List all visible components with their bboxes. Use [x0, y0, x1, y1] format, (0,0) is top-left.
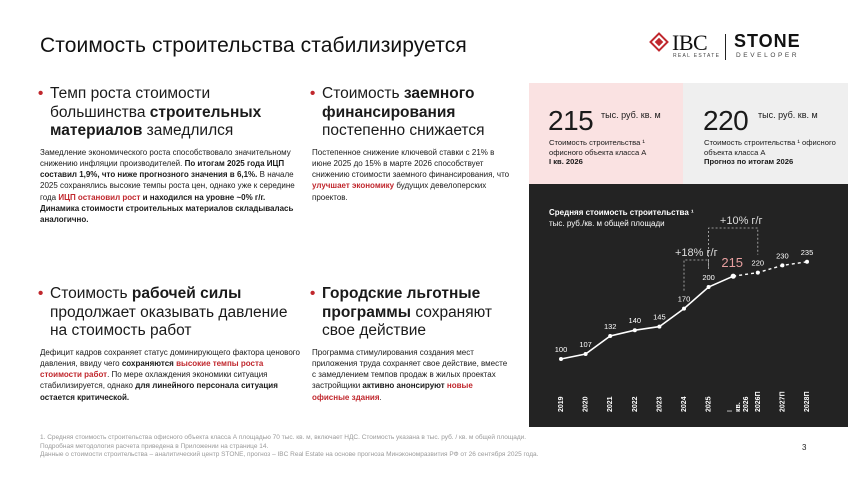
kpi-forecast-unit: тыс. руб. кв. м: [758, 110, 818, 120]
block-materials: [40, 85, 302, 226]
growth-label: +10% г/г: [719, 215, 763, 227]
x-tick-label: 2024: [681, 396, 688, 412]
kpi-current-unit: тыс. руб. кв. м: [601, 110, 661, 120]
data-point: [756, 271, 760, 275]
x-tick-label: 2023: [656, 396, 664, 412]
x-tick-label: 2026П: [754, 391, 762, 412]
kpi-panel-forecast: [683, 83, 848, 184]
bullet-icon: •: [310, 85, 316, 102]
block-materials-heading: • Темп роста стоимости большинства строительных материалов замедлился: [38, 85, 262, 139]
bullet-icon: •: [38, 285, 44, 302]
logo-divider: [725, 34, 726, 60]
ibc-logo-text: IBC: [672, 30, 708, 55]
kpi-panel-current: [529, 83, 683, 184]
block-labor-heading: • Стоимость рабочей силы продолжает оказывать давление на стоимость работ: [38, 285, 288, 339]
data-label: 132: [603, 321, 617, 331]
series-forecast-line: [733, 262, 807, 276]
x-tick-label: 2025: [705, 396, 713, 412]
kpi-forecast-value: 220: [703, 105, 749, 136]
logos: [648, 32, 810, 64]
chart-title: Средняя стоимость строительства ¹ тыс. руб./кв. м общей площади: [549, 208, 694, 228]
stone-logo-text: STONE: [734, 31, 801, 51]
block-programs-heading: • Городские льготные программы сохраняют свое действие: [310, 285, 493, 339]
data-point: [633, 328, 637, 332]
block-labor-text: Дефицит кадров сохраняет статус доминирующего фактора ценового давления, ввиду чего сохраняются высокие темпы роста стоимости работ. По мере охлаждения экономики ситуация стабилизируется, однако для линейного персонала ситуация остается критической.: [40, 347, 300, 402]
stone-logo-subtitle: DEVELOPER: [736, 52, 800, 59]
bullet-icon: •: [310, 285, 316, 302]
data-point: [682, 307, 686, 311]
x-tick-label: 2020: [582, 396, 590, 412]
block-programs: [312, 285, 512, 403]
block-labor: [40, 285, 302, 403]
bullet-icon: •: [38, 85, 44, 102]
footnote-line: Подробная методология расчета приведена в Приложении на странице 14.: [40, 442, 269, 450]
data-point: [707, 285, 711, 289]
chart-svg: [529, 184, 848, 427]
data-point: [731, 274, 736, 279]
data-label: 200: [702, 273, 715, 282]
data-label: 235: [800, 247, 814, 257]
block-financing-heading: • Стоимость заемного финансирования постепенно снижается: [310, 85, 485, 139]
chart-ylabel: тыс. руб./кв. м общей площади: [549, 218, 665, 228]
kpi-current-desc: Стоимость строительства ¹ офисного объекта класса А I кв. 2026: [549, 138, 647, 166]
data-point: [559, 357, 563, 361]
block-financing: [312, 85, 512, 203]
data-point: [657, 325, 661, 329]
data-label: 107: [579, 339, 592, 349]
footnote: [40, 434, 780, 460]
page-number: 3: [802, 443, 807, 452]
growth-label: +18% г/г: [675, 247, 718, 259]
data-label: 100: [554, 345, 568, 354]
data-label: 170: [677, 294, 691, 304]
data-point: [608, 334, 612, 338]
data-label: 220: [751, 258, 765, 268]
footnote-line: Данные о стоимости строительства – аналитический центр STONE, прогноз – IBC Real Estate на основе прогноза Минэкономразвития РФ от 26 сентября 2025 года.: [40, 451, 539, 458]
chart-panel: [529, 184, 848, 427]
data-label: 230: [776, 251, 789, 261]
x-tick-label: 2028П: [804, 391, 811, 412]
data-label: 215: [721, 255, 744, 271]
ibc-logo-subtitle: REAL ESTATE: [673, 53, 721, 59]
data-label: 145: [653, 312, 666, 322]
x-tick-label: Iкв.2026: [727, 396, 751, 412]
x-tick-label: 2027П: [779, 391, 787, 412]
block-financing-text: Постепенное снижение ключевой ставки с 21% в июне 2025 до 15% в марте 2026 способствует снижению стоимости заемного финансирования, что улучшает экономику будущих девелоперских проектов.: [312, 147, 510, 202]
kpi-current-value: 215: [548, 105, 594, 136]
block-materials-text: Замедление экономического роста способствовало значительному снижению инфляции производителей. По итогам 2025 года ИЦП составил 1,9%, что ниже прогнозного значения в 6,1%. В начале 2025 сохранялись высокие темпы роста цен, однако уже к середине года ИЦП остановил рост и находился на уровне ~0% г/г. Динамика стоимости строительных материалов складывалась аналогично.: [40, 147, 295, 225]
kpi-forecast-desc: Стоимость строительства ¹ офисного объекта класса А Прогноз по итогам 2026: [704, 138, 836, 166]
x-tick-label: 2021: [607, 396, 615, 412]
data-point: [584, 352, 588, 356]
data-point: [780, 263, 784, 267]
data-point: [805, 260, 809, 264]
ibc-logo-icon: [649, 32, 669, 52]
page-title: Стоимость строительства стабилизируется: [40, 34, 467, 57]
footnote-line: 1. Средняя стоимость строительства офисного объекта класса А площадью 70 тыс. кв. м, включает НДС. Стоимость указана в тыс. руб. / кв. м общей площади.: [40, 434, 527, 441]
x-tick-label: 2022: [631, 396, 639, 412]
x-tick-label: 2019: [558, 396, 565, 412]
data-label: 140: [628, 316, 642, 326]
block-programs-text: Программа стимулирования создания мест приложения труда сохраняет свое действие, вместе с замедлением темпов продаж в жилых проектах застройщики активно анонсируют новые офисные здания.: [312, 347, 508, 402]
